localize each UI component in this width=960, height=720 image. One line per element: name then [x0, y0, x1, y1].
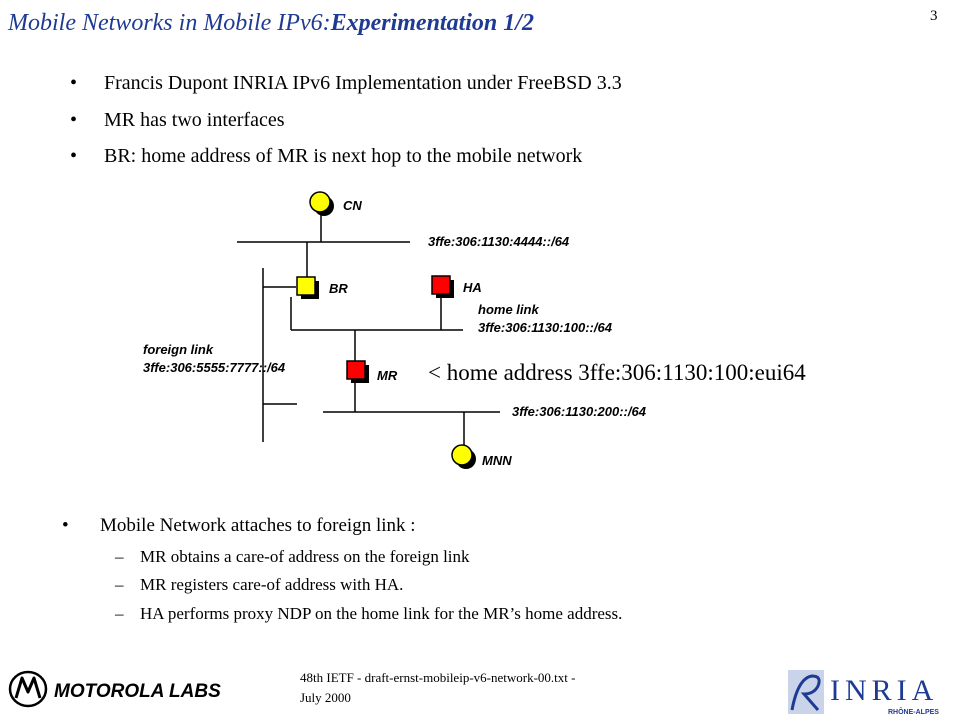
bullet-text: Francis Dupont INRIA IPv6 Implementation under FreeBSD 3.3 — [104, 72, 622, 94]
sub-bullet-item — [115, 575, 403, 595]
mnn-host-icon — [452, 445, 476, 469]
bullet-text: BR: home address of MR is next hop to the mobile network — [104, 145, 583, 167]
bullet-text: Mobile Network attaches to foreign link : — [100, 515, 416, 536]
sub-bullet-dash: – — [115, 575, 124, 594]
home-link-label: home link — [478, 302, 539, 317]
mobile-prefix-label: 3ffe:306:1130:200::/64 — [512, 404, 646, 419]
motorola-labs-logo — [6, 666, 236, 712]
page-number: 3 — [930, 8, 938, 24]
br-router-icon — [297, 277, 319, 299]
foreign-link-label: foreign link — [143, 342, 214, 357]
inria-logo-subtext: RHÔNE-ALPES — [888, 709, 939, 716]
foreign-prefix-label: 3ffe:306:5555:7777::/64 — [143, 360, 286, 375]
bullet-dot: • — [62, 515, 69, 536]
cn-label: CN — [343, 198, 362, 213]
sub-bullet-dash: – — [115, 604, 124, 623]
sub-bullet-item — [115, 604, 622, 624]
sub-bullet-text: MR registers care-of address with HA. — [140, 575, 404, 594]
bullet-dot: • — [70, 145, 78, 167]
mnn-label: MNN — [482, 453, 512, 468]
top-prefix-label: 3ffe:306:1130:4444::/64 — [428, 234, 570, 249]
footer-text: 48th IETF - draft-ernst-mobileip-v6-network-00.txt - July 2000 — [300, 670, 576, 705]
inria-logo — [788, 668, 948, 718]
bullet-dot: • — [70, 109, 78, 131]
sub-bullet-dash: – — [115, 547, 124, 566]
ha-router-icon — [432, 276, 454, 298]
sub-bullet-text: MR obtains a care-of address on the foreign link — [140, 547, 470, 566]
mr-label: MR — [377, 368, 398, 383]
mr-router-icon — [347, 361, 369, 383]
cn-host-icon — [310, 192, 334, 216]
slide-title-part2: Experimentation 1/2 — [330, 10, 534, 36]
home-prefix-label: 3ffe:306:1130:100::/64 — [478, 320, 612, 335]
bullet-text: MR has two interfaces — [104, 109, 285, 131]
inria-logo-text: INRIA — [830, 674, 939, 707]
slide-title-part1: Mobile Networks in Mobile IPv6: — [8, 10, 331, 36]
home-address-annotation: < home address 3ffe:306:1130:100:eui64 — [428, 360, 806, 385]
bullet-dot: • — [70, 72, 78, 94]
sub-bullet-item — [115, 547, 470, 567]
motorola-logo-text: MOTOROLA LABS — [54, 681, 221, 702]
bullet-item — [62, 515, 416, 537]
sub-bullet-text: HA performs proxy NDP on the home link for the MR’s home address. — [140, 604, 623, 623]
ha-label: HA — [463, 280, 482, 295]
br-label: BR — [329, 281, 348, 296]
